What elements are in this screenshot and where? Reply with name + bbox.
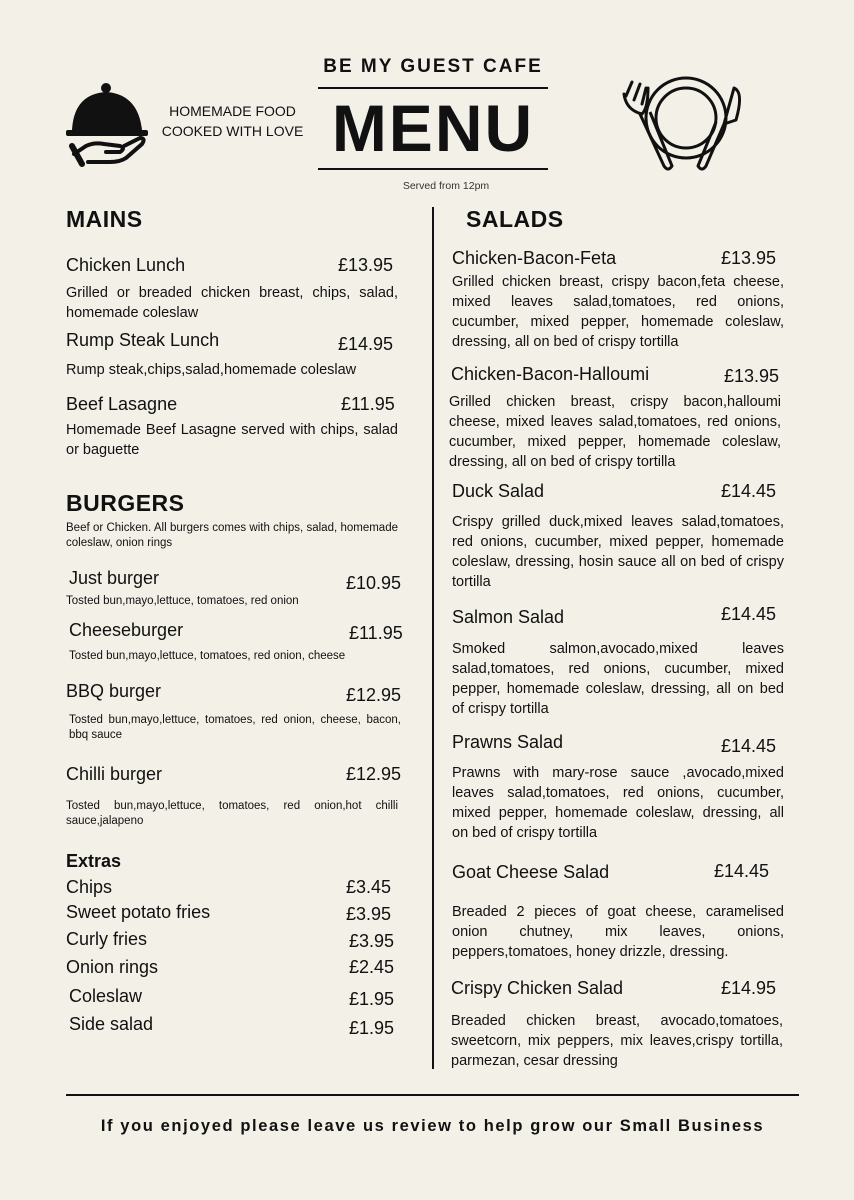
burger-item-price: £10.95 [346, 573, 402, 593]
mains-item-price: £11.95 [341, 394, 395, 414]
burger-item-price: £11.95 [349, 623, 403, 643]
burger-item-name: Just burger [69, 568, 160, 588]
salads-heading: SALADS [466, 206, 564, 232]
burger-item-name: BBQ burger [66, 681, 162, 701]
salad-item-name: Prawns Salad [452, 732, 564, 752]
mains-item-name: Rump Steak Lunch [66, 330, 220, 350]
extras-item-name: Coleslaw [69, 986, 143, 1006]
burger-item-desc: Tosted bun,mayo,lettuce, tomatoes, red onion [66, 595, 299, 607]
tagline-line1: HOMEMADE FOOD [169, 103, 296, 119]
mains-item-name: Beef Lasagne [66, 394, 178, 414]
burger-item-price: £12.95 [346, 685, 402, 705]
salad-item-desc: Breaded chicken breast, avocado,tomatoes, sweetcorn, mix peppers, mix leaves,crispy tortilla, parmezan, cesar dressing [451, 1013, 783, 1069]
plate-cutlery-icon [620, 74, 744, 174]
extras-item-price: £3.45 [346, 877, 392, 897]
extras-item-price: £3.95 [346, 904, 392, 924]
served-time: Served from 12pm [402, 180, 490, 192]
salad-item-price: £13.95 [721, 248, 777, 268]
extras-item-price: £2.45 [349, 957, 395, 977]
extras-item-price: £3.95 [349, 931, 395, 951]
extras-item-name: Onion rings [66, 957, 159, 977]
salad-item-name: Salmon Salad [452, 607, 565, 627]
extras-item-name: Curly fries [66, 929, 148, 949]
mains-item-desc: Grilled or breaded chicken breast, chips, salad, homemade coleslaw [66, 285, 398, 321]
salad-item-desc: Crispy grilled duck,mixed leaves salad,tomatoes, red onions, cucumber, mixed pepper, homemade coleslaw, dressing, hosin sauce all on bed of crispy tortilla [452, 514, 784, 590]
page-title: MENU [331, 91, 535, 165]
salad-item-name: Duck Salad [452, 481, 545, 501]
mains-heading: MAINS [66, 206, 143, 232]
salad-item-price: £14.95 [721, 978, 777, 998]
extras-item-name: Side salad [69, 1014, 154, 1034]
salad-item-price: £13.95 [724, 366, 780, 386]
extras-item-price: £1.95 [349, 1018, 395, 1038]
footer-message: If you enjoyed please leave us review to help grow our Small Business [100, 1117, 765, 1135]
salad-item-name: Crispy Chicken Salad [451, 978, 624, 998]
salad-item-desc: Grilled chicken breast, crispy bacon,halloumi cheese, mixed leaves salad,tomatoes, red onions, cucumber, mixed pepper, homemade coleslaw, dressing, all on bed of crispy tortilla [449, 394, 781, 470]
salad-item-desc: Grilled chicken breast, crispy bacon,feta cheese, mixed leaves salad,tomatoes, red onions, cucumber, mixed pepper, homemade coleslaw, dressing, all on bed of crispy tortilla [452, 274, 784, 350]
salad-item-name: Goat Cheese Salad [452, 862, 610, 882]
salad-item-desc: Smoked salmon,avocado,mixed leaves salad,tomatoes, red onions, cucumber, mixed pepper, homemade coleslaw, dressing, all on bed of crispy tortilla [452, 641, 784, 717]
mains-item-price: £14.95 [338, 334, 394, 354]
cloche-icon [64, 80, 150, 168]
extras-item-name: Chips [66, 877, 113, 897]
burger-item-desc: Tosted bun,mayo,lettuce, tomatoes, red onion, cheese, bacon, bbq sauce [69, 714, 401, 741]
tagline-line2: COOKED WITH LOVE [161, 123, 304, 139]
salad-item-price: £14.45 [721, 736, 777, 756]
salad-item-price: £14.45 [721, 481, 777, 501]
salad-item-name: Chicken-Bacon-Halloumi [451, 364, 650, 384]
mains-item-price: £13.95 [338, 255, 394, 275]
extras-heading: Extras [66, 851, 122, 871]
tagline [150, 101, 315, 141]
burger-item-desc: Tosted bun,mayo,lettuce, tomatoes, red onion, cheese [69, 650, 346, 662]
mains-item-name: Chicken Lunch [66, 255, 186, 275]
mains-item-desc: Rump steak,chips,salad,homemade coleslaw [66, 362, 357, 378]
extras-item-price: £1.95 [349, 989, 395, 1009]
mains-item-desc: Homemade Beef Lasagne served with chips, salad or baguette [66, 422, 398, 458]
footer-rule [66, 1094, 799, 1096]
column-divider [432, 207, 434, 1069]
salad-item-desc: Prawns with mary-rose sauce ,avocado,mixed leaves salad,tomatoes, red onions, cucumber, mixed pepper, homemade coleslaw, dressing, all on bed of crispy tortilla [452, 765, 784, 841]
extras-item-name: Sweet potato fries [66, 902, 211, 922]
cafe-name: BE MY GUEST CAFE [323, 56, 543, 77]
salad-item-name: Chicken-Bacon-Feta [452, 248, 617, 268]
burger-item-name: Chilli burger [66, 764, 163, 784]
burgers-heading: BURGERS [66, 490, 185, 516]
salad-item-price: £14.45 [721, 604, 777, 624]
title-rule-bottom [318, 168, 548, 170]
burger-item-price: £12.95 [346, 764, 402, 784]
burger-item-name: Cheeseburger [69, 620, 184, 640]
burger-item-desc: Tosted bun,mayo,lettuce, tomatoes, red onion,hot chilli sauce,jalapeno [66, 800, 398, 827]
salad-item-desc: Breaded 2 pieces of goat cheese, caramelised onion chutney, mix leaves, onions, peppers,tomatoes, honey drizzle, dressing. [452, 904, 784, 960]
salad-item-price: £14.45 [714, 861, 770, 881]
burgers-intro: Beef or Chicken. All burgers comes with chips, salad, homemade coleslaw, onion rings [66, 522, 398, 549]
